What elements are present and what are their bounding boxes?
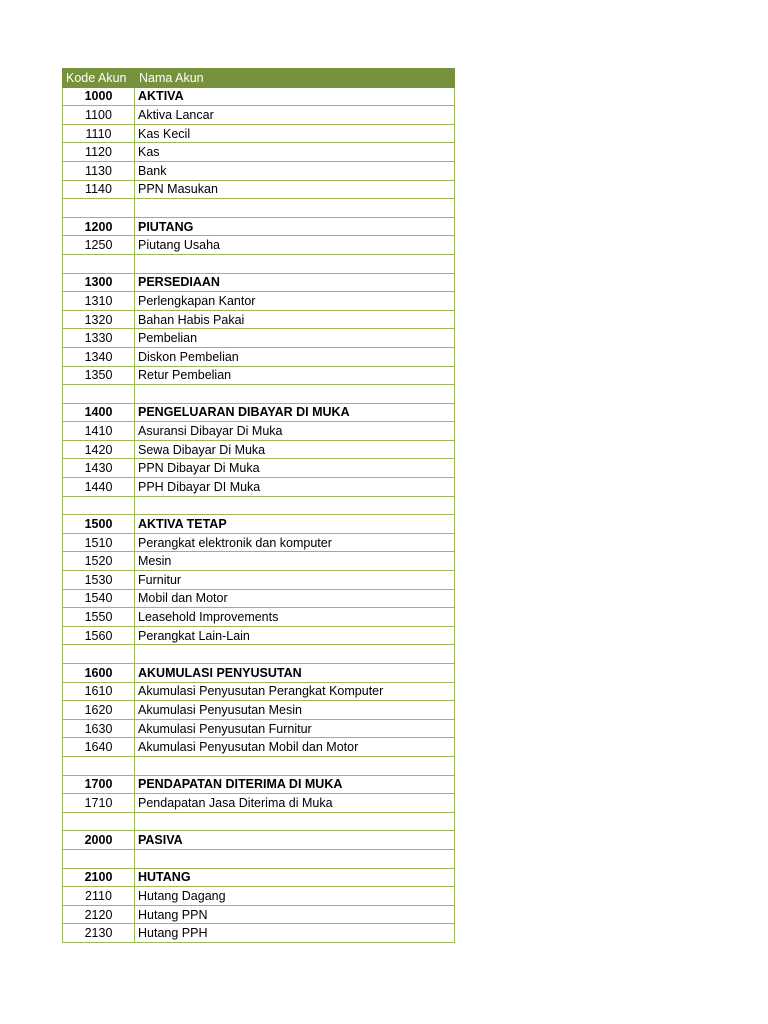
account-row — [63, 626, 455, 645]
account-name-cell: Kas Kecil — [135, 124, 455, 143]
account-name-cell: Perlengkapan Kantor — [135, 292, 455, 311]
account-row — [63, 552, 455, 571]
account-code-cell: 1420 — [63, 440, 135, 459]
account-name-cell: AKTIVA — [135, 87, 455, 106]
account-name-cell: PENGELUARAN DIBAYAR DI MUKA — [135, 403, 455, 422]
account-name-cell: Mobil dan Motor — [135, 589, 455, 608]
account-row — [63, 701, 455, 720]
account-name-cell — [135, 812, 455, 831]
account-code-cell — [63, 199, 135, 218]
account-group-row — [63, 87, 455, 106]
account-code-cell: 1400 — [63, 403, 135, 422]
account-code-cell: 1630 — [63, 719, 135, 738]
account-row — [63, 794, 455, 813]
account-group-row — [63, 403, 455, 422]
account-name-cell: Asuransi Dibayar Di Muka — [135, 422, 455, 441]
account-row — [63, 292, 455, 311]
account-group-row — [63, 664, 455, 683]
spacer-row — [63, 812, 455, 831]
account-name-cell: Bahan Habis Pakai — [135, 310, 455, 329]
account-row — [63, 608, 455, 627]
account-row — [63, 124, 455, 143]
account-name-cell: Bank — [135, 161, 455, 180]
account-code-cell: 1550 — [63, 608, 135, 627]
account-row — [63, 329, 455, 348]
account-code-cell: 1340 — [63, 347, 135, 366]
account-group-row — [63, 868, 455, 887]
account-group-row — [63, 831, 455, 850]
account-name-cell: AKUMULASI PENYUSUTAN — [135, 664, 455, 683]
account-code-cell: 1410 — [63, 422, 135, 441]
account-group-row — [63, 515, 455, 534]
account-code-cell: 1510 — [63, 533, 135, 552]
account-code-cell: 1320 — [63, 310, 135, 329]
account-name-cell: AKTIVA TETAP — [135, 515, 455, 534]
account-row — [63, 905, 455, 924]
spacer-row — [63, 756, 455, 775]
account-code-cell: 1140 — [63, 180, 135, 199]
account-name-cell: Akumulasi Penyusutan Mobil dan Motor — [135, 738, 455, 757]
account-name-cell: PIUTANG — [135, 217, 455, 236]
account-name-cell: Hutang Dagang — [135, 887, 455, 906]
account-name-cell: Kas — [135, 143, 455, 162]
table-header — [63, 69, 455, 88]
account-name-cell — [135, 496, 455, 515]
account-name-cell: Piutang Usaha — [135, 236, 455, 255]
account-code-cell: 1610 — [63, 682, 135, 701]
account-name-cell: Hutang PPN — [135, 905, 455, 924]
account-row — [63, 924, 455, 943]
header-row — [63, 69, 455, 88]
account-code-cell — [63, 254, 135, 273]
account-code-cell: 1520 — [63, 552, 135, 571]
account-code-cell: 1540 — [63, 589, 135, 608]
spacer-row — [63, 645, 455, 664]
account-row — [63, 310, 455, 329]
account-code-cell: 1440 — [63, 478, 135, 497]
account-row — [63, 589, 455, 608]
account-code-cell: 2000 — [63, 831, 135, 850]
account-code-cell: 1500 — [63, 515, 135, 534]
account-row — [63, 459, 455, 478]
spacer-row — [63, 496, 455, 515]
account-code-cell — [63, 496, 135, 515]
account-name-cell: PPN Masukan — [135, 180, 455, 199]
account-code-cell: 1600 — [63, 664, 135, 683]
account-name-cell: PASIVA — [135, 831, 455, 850]
account-code-cell: 1120 — [63, 143, 135, 162]
account-row — [63, 236, 455, 255]
account-name-cell: Akumulasi Penyusutan Furnitur — [135, 719, 455, 738]
account-row — [63, 738, 455, 757]
account-row — [63, 682, 455, 701]
account-code-cell — [63, 645, 135, 664]
account-name-cell: Furnitur — [135, 571, 455, 590]
spacer-row — [63, 385, 455, 404]
account-code-cell — [63, 812, 135, 831]
account-code-cell: 1110 — [63, 124, 135, 143]
account-name-cell — [135, 849, 455, 868]
account-code-cell: 1130 — [63, 161, 135, 180]
account-code-cell: 1710 — [63, 794, 135, 813]
account-name-cell: Akumulasi Penyusutan Perangkat Komputer — [135, 682, 455, 701]
account-code-cell: 1300 — [63, 273, 135, 292]
account-row — [63, 887, 455, 906]
account-code-cell: 2130 — [63, 924, 135, 943]
account-name-cell: Perangkat Lain-Lain — [135, 626, 455, 645]
account-name-cell: HUTANG — [135, 868, 455, 887]
account-name-cell: Diskon Pembelian — [135, 347, 455, 366]
account-row — [63, 143, 455, 162]
account-group-row — [63, 775, 455, 794]
account-name-cell: Retur Pembelian — [135, 366, 455, 385]
account-name-cell: Aktiva Lancar — [135, 106, 455, 125]
account-code-cell — [63, 849, 135, 868]
account-name-cell: Pendapatan Jasa Diterima di Muka — [135, 794, 455, 813]
account-code-cell: 2120 — [63, 905, 135, 924]
account-code-cell — [63, 385, 135, 404]
spacer-row — [63, 199, 455, 218]
account-name-cell — [135, 199, 455, 218]
account-name-cell: PPN Dibayar Di Muka — [135, 459, 455, 478]
account-row — [63, 106, 455, 125]
account-code-cell: 1640 — [63, 738, 135, 757]
account-name-cell: Leasehold Improvements — [135, 608, 455, 627]
account-code-cell: 1560 — [63, 626, 135, 645]
table-body — [63, 87, 455, 942]
account-code-cell: 1250 — [63, 236, 135, 255]
account-name-cell: Akumulasi Penyusutan Mesin — [135, 701, 455, 720]
account-row — [63, 478, 455, 497]
account-name-cell: Perangkat elektronik dan komputer — [135, 533, 455, 552]
account-name-cell — [135, 756, 455, 775]
account-code-cell: 1100 — [63, 106, 135, 125]
account-row — [63, 347, 455, 366]
account-code-cell: 1700 — [63, 775, 135, 794]
chart-of-accounts-table — [62, 68, 455, 943]
account-row — [63, 161, 455, 180]
account-name-cell — [135, 385, 455, 404]
account-name-cell: Hutang PPH — [135, 924, 455, 943]
spacer-row — [63, 849, 455, 868]
account-code-cell: 1620 — [63, 701, 135, 720]
account-code-cell: 1330 — [63, 329, 135, 348]
account-name-cell: Mesin — [135, 552, 455, 571]
account-row — [63, 533, 455, 552]
account-name-cell — [135, 254, 455, 273]
account-code-cell: 2110 — [63, 887, 135, 906]
account-group-row — [63, 273, 455, 292]
account-name-cell: PPH Dibayar DI Muka — [135, 478, 455, 497]
account-row — [63, 571, 455, 590]
account-row — [63, 366, 455, 385]
account-code-cell: 1000 — [63, 87, 135, 106]
account-row — [63, 180, 455, 199]
account-row — [63, 719, 455, 738]
account-group-row — [63, 217, 455, 236]
column-header-name: Nama Akun — [135, 69, 455, 88]
account-name-cell: PERSEDIAAN — [135, 273, 455, 292]
spacer-row — [63, 254, 455, 273]
account-row — [63, 422, 455, 441]
account-name-cell: PENDAPATAN DITERIMA DI MUKA — [135, 775, 455, 794]
account-code-cell: 1530 — [63, 571, 135, 590]
account-code-cell: 2100 — [63, 868, 135, 887]
account-code-cell: 1350 — [63, 366, 135, 385]
account-code-cell — [63, 756, 135, 775]
account-row — [63, 440, 455, 459]
account-code-cell: 1200 — [63, 217, 135, 236]
account-name-cell: Sewa Dibayar Di Muka — [135, 440, 455, 459]
account-code-cell: 1430 — [63, 459, 135, 478]
account-name-cell — [135, 645, 455, 664]
column-header-code: Kode Akun — [63, 69, 135, 88]
account-code-cell: 1310 — [63, 292, 135, 311]
account-name-cell: Pembelian — [135, 329, 455, 348]
